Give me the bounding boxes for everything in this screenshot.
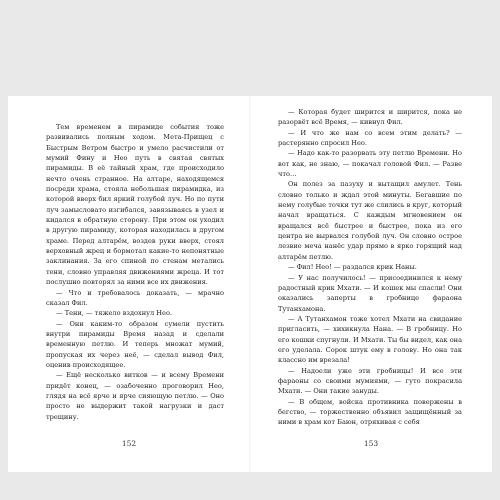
paragraph: — Что и требовалось доказать, — мрачно сказал Фил. [46, 288, 224, 307]
right-page [250, 96, 492, 472]
paragraph: Он полез за пазуху и вытащил амулет. Тень словно только и ждал этой минуты. Бегавшие по нему голубые точки тут же слились в круг, который начал вращаться. С каждым мгновением он вращался всё быстрее и быстрее, пока из его центра не вырвался голубой луч. Он словно острое лезвие меча нанёс удар прямо в ярко горящий над алтарём петлю. [278, 180, 462, 261]
right-page-text [278, 107, 462, 428]
paragraph: — Надоели уже эти гробницы! И все эти фараоны со своими мумиями, — гуто покрасила Мхати. — Они такие зануды. [278, 366, 462, 396]
page-number: 152 [121, 439, 137, 448]
left-page-text [46, 122, 224, 422]
page-number: 153 [363, 439, 379, 448]
paragraph: — Которая будет ширится и ширится, пока не разорвёт всё Время, — кивнул Фил. [278, 108, 462, 127]
book-spread [8, 96, 492, 472]
paragraph: — Тени, — тяжело вздохнул Нео. [56, 309, 173, 318]
paragraph: — В общем, войска противника повержены в бегство, — торжественно объявил защищённый за ними в храм кот Баюн, отряхивая с себя [278, 397, 462, 427]
paragraph: — И что же нам со всем этим делать? — растерянно спросил Нео. [278, 128, 462, 148]
paragraph: — Фил! Нео! — раздался крик Наны. [288, 263, 417, 272]
paragraph: — Надо как-то разорвать эту петлю Времени. Но вот как, не знаю, — покачал головой Фил. — Разве что… [278, 149, 462, 179]
paragraph: — У нас получилось! — присоединился к нему радостный крик Мхати. — И кошек мы спасли! Они оказались заперты в гробнице фараона Тутанхамона. [278, 273, 462, 313]
paragraph: Тем временем в пирамиде события тоже развивались полным ходом. Мета-Прищец с Быстрым Ветром быстро и умело расчистили от мумий Фину и Нео путь в святая святых пирамиды. В её тайный храм, где происходило нечто очень странное. На алтаре, находящемся посреди храма, стояла небольшая пирамидка, из которой вверх бил яркий голубой луч. Но по пути луч замысловато изгибался, завязываясь в узел и кидался в обратную сторону. При этом он уходил в другую пирамиду, которая находилась в другом храме. Перед алтарём, воздев руки вверх, стоял верховный жрец и бормотал какие-то непонятные заклинания. За его спиной по стенам метались тени, словно управляя движениями жреца. И тот послушно повторял за ними все их движения. [46, 123, 224, 287]
paragraph: — А Тутанхамон тоже хотел Мхати на свидание пригласить, — хихикнула Нана. — В гробницу. Но его кошки спугнули. И Мхати. Ты бы видел, как она его уделала. Сорок штук ему в голову. Но она так классно им врезала! [278, 314, 462, 365]
left-page [8, 96, 250, 472]
paragraph: — Ещё несколько витков — и всему Времени придёт конец, — озабоченно проговорил Нео, глядя на всё ярче и ярче сияющую петлю. — Оно просто не выдержит такой нагрузки и даст трещину. [46, 371, 224, 421]
paragraph: — Они каким-то образом сумели пустить внутри пирамиды Время назад и сделали временную петлю. И теперь множат мумий, пропуская их через неё, — сделал вывод Фил, оценив происходящее. [46, 319, 224, 369]
